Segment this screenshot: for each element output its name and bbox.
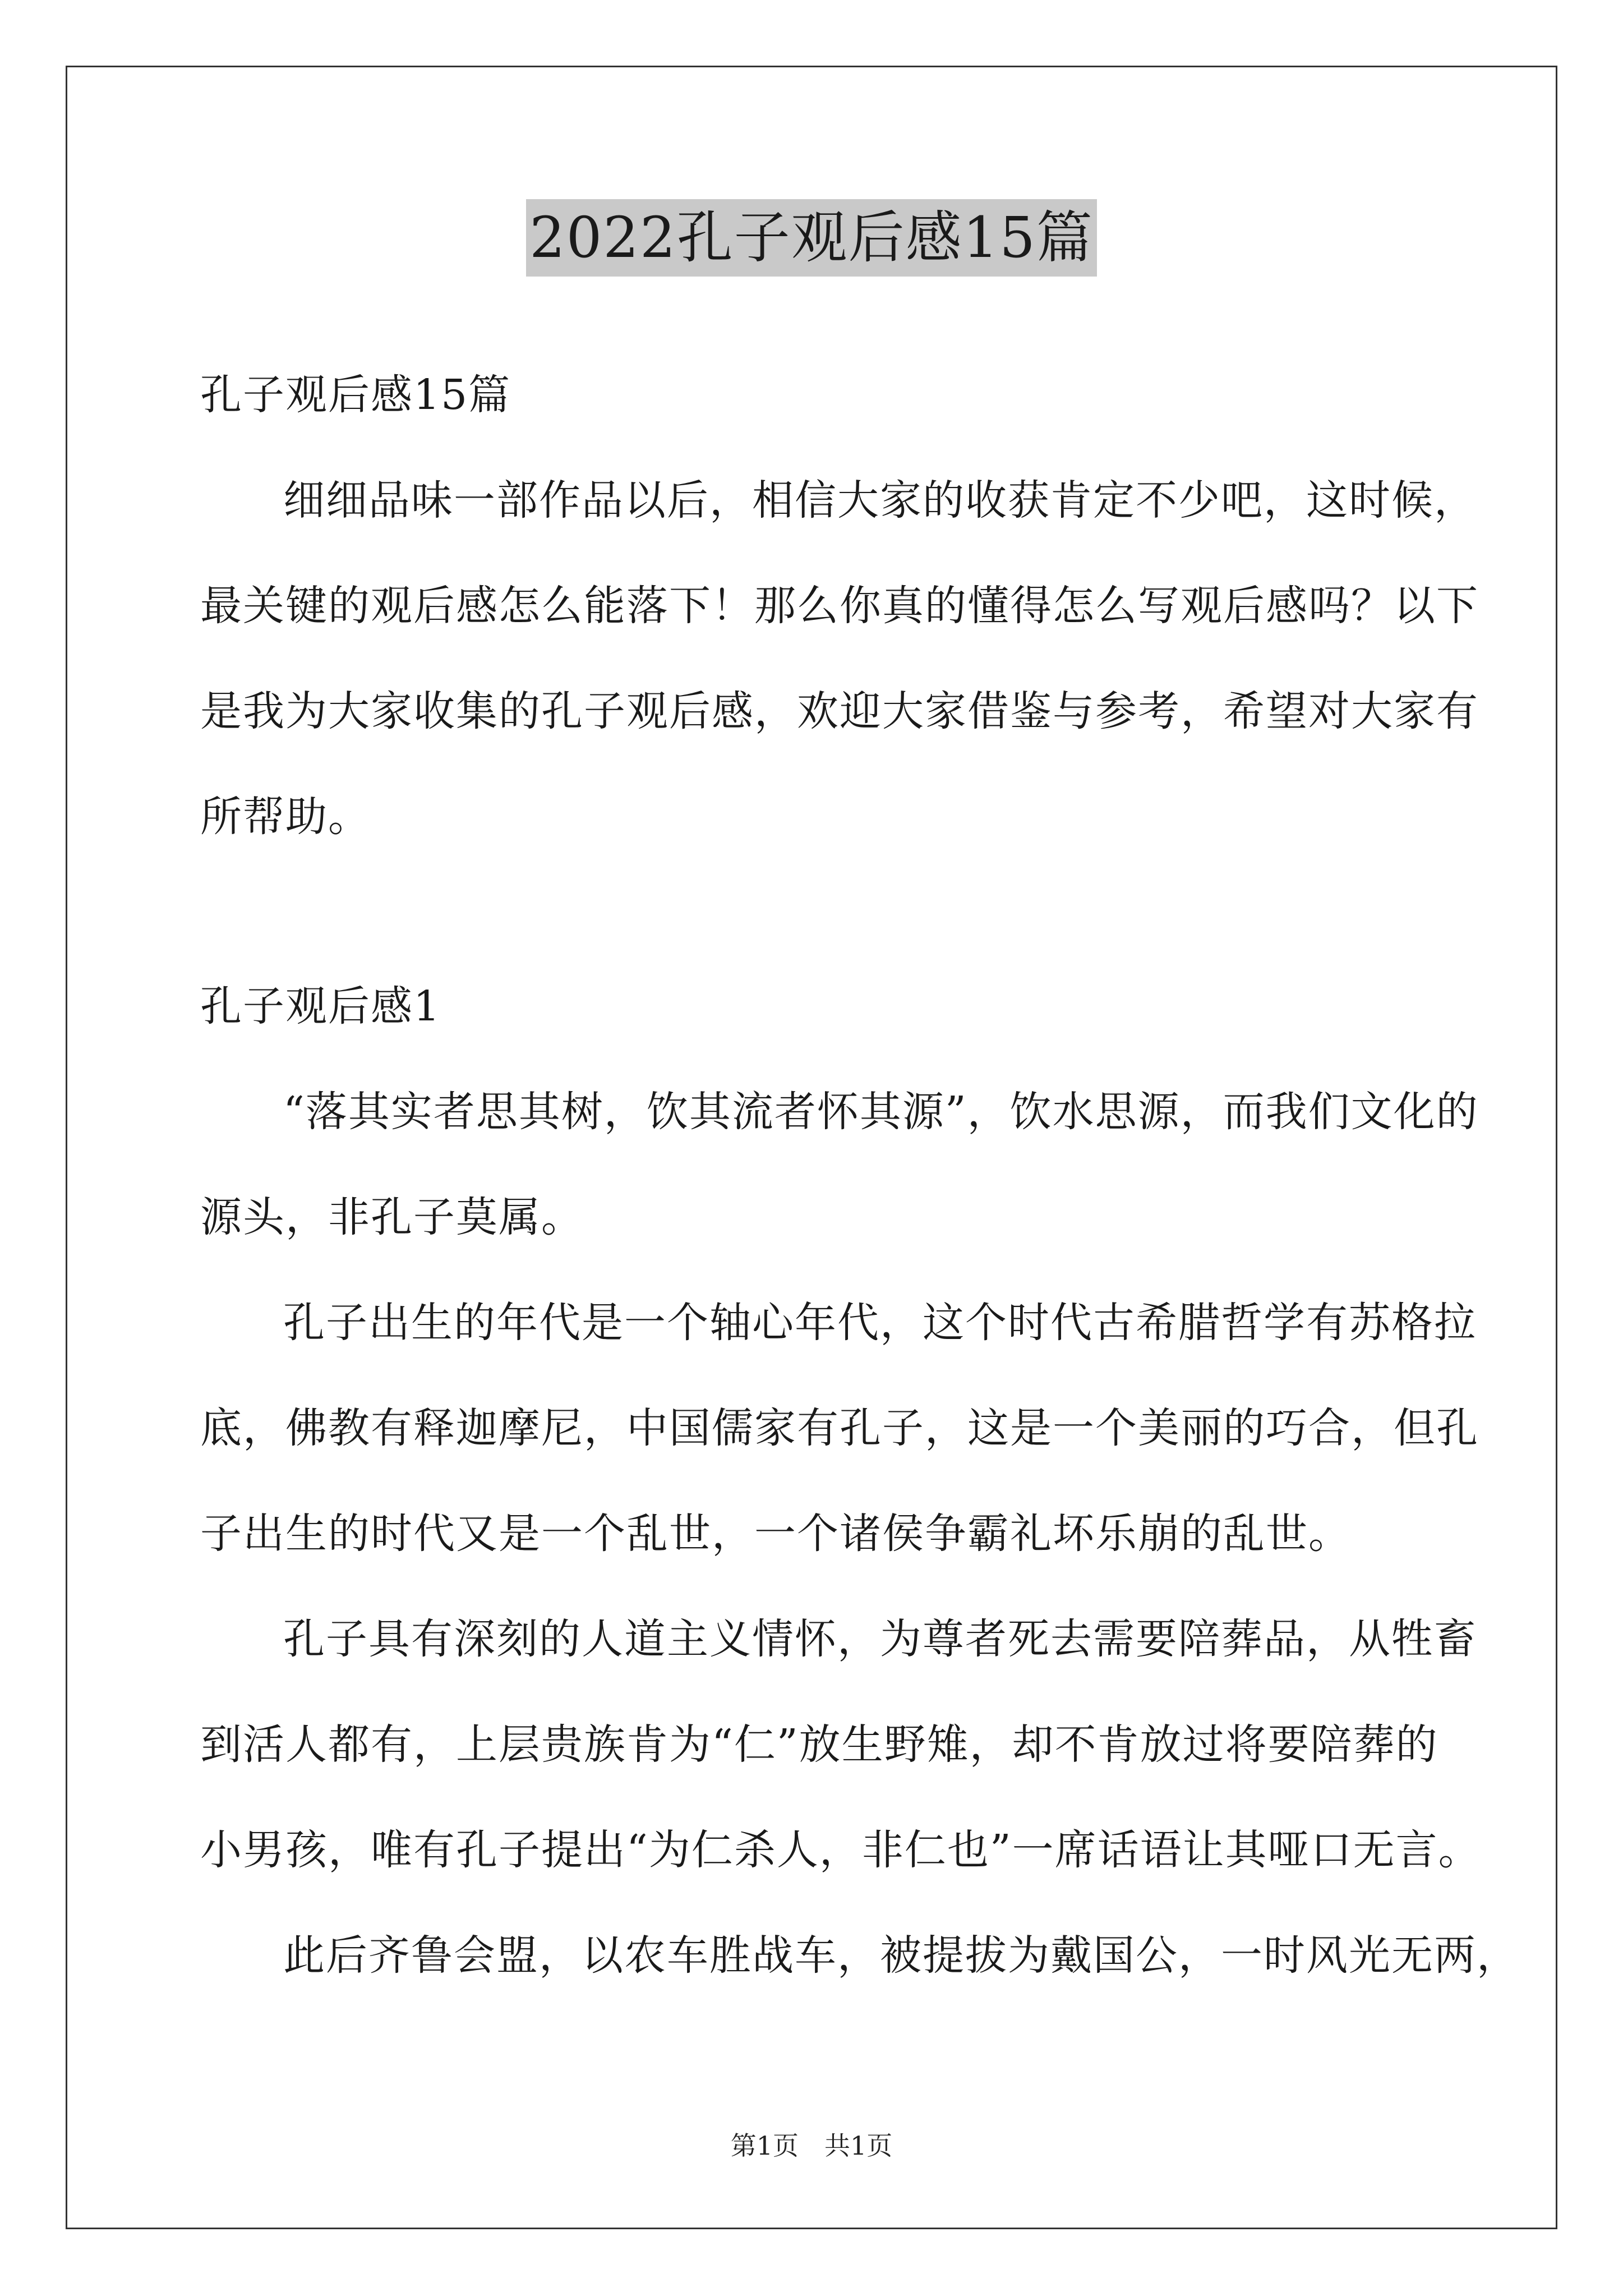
section-spacer bbox=[200, 869, 1434, 954]
intro-line: 是我为大家收集的孔子观后感，欢迎大家借鉴与参考，希望对大家有 bbox=[200, 687, 1479, 735]
section-heading: 孔子观后感1 bbox=[200, 982, 441, 1030]
paragraph-line: 源头，非孔子莫属。 bbox=[200, 1193, 584, 1241]
paragraph-line: 此后齐鲁会盟，以农车胜战车，被提拔为戴国公，一时风光无两， bbox=[283, 1931, 1519, 1980]
paragraph-line: 子出生的时代又是一个乱世，一个诸侯争霸礼坏乐崩的乱世。 bbox=[200, 1510, 1351, 1558]
intro-line: 最关键的观后感怎么能落下！那么你真的懂得怎么写观后感吗？以下 bbox=[200, 582, 1479, 630]
paragraph-line: “落其实者思其树，饮其流者怀其源”，饮水思源，而我们文化的 bbox=[283, 1088, 1479, 1136]
paragraph-line: 到活人都有，上层贵族肯为“仁”放生野雉，却不肯放过将要陪葬的 bbox=[200, 1720, 1438, 1769]
intro-line: 细细品味一部作品以后，相信大家的收获肯定不少吧，这时候， bbox=[283, 476, 1477, 524]
paragraph-line: 孔子具有深刻的人道主义情怀，为尊者死去需要陪葬品，从牲畜 bbox=[283, 1615, 1477, 1663]
document-title: 2022孔子观后感15篇 bbox=[526, 199, 1097, 277]
page-footer: 第1页 共1页 bbox=[730, 2131, 893, 2161]
paragraph-line: 孔子出生的年代是一个轴心年代，这个时代古希腊哲学有苏格拉 bbox=[283, 1299, 1477, 1347]
subtitle: 孔子观后感15篇 bbox=[200, 371, 511, 419]
document-body bbox=[200, 342, 1519, 2008]
intro-line: 所帮助。 bbox=[200, 793, 371, 841]
paragraph-line: 底，佛教有释迦摩尼，中国儒家有孔子，这是一个美丽的巧合，但孔 bbox=[200, 1404, 1479, 1452]
paragraph-line: 小男孩，唯有孔子提出“为仁杀人，非仁也”一席话语让其哑口无言。 bbox=[200, 1826, 1481, 1874]
title-container bbox=[0, 199, 1623, 277]
